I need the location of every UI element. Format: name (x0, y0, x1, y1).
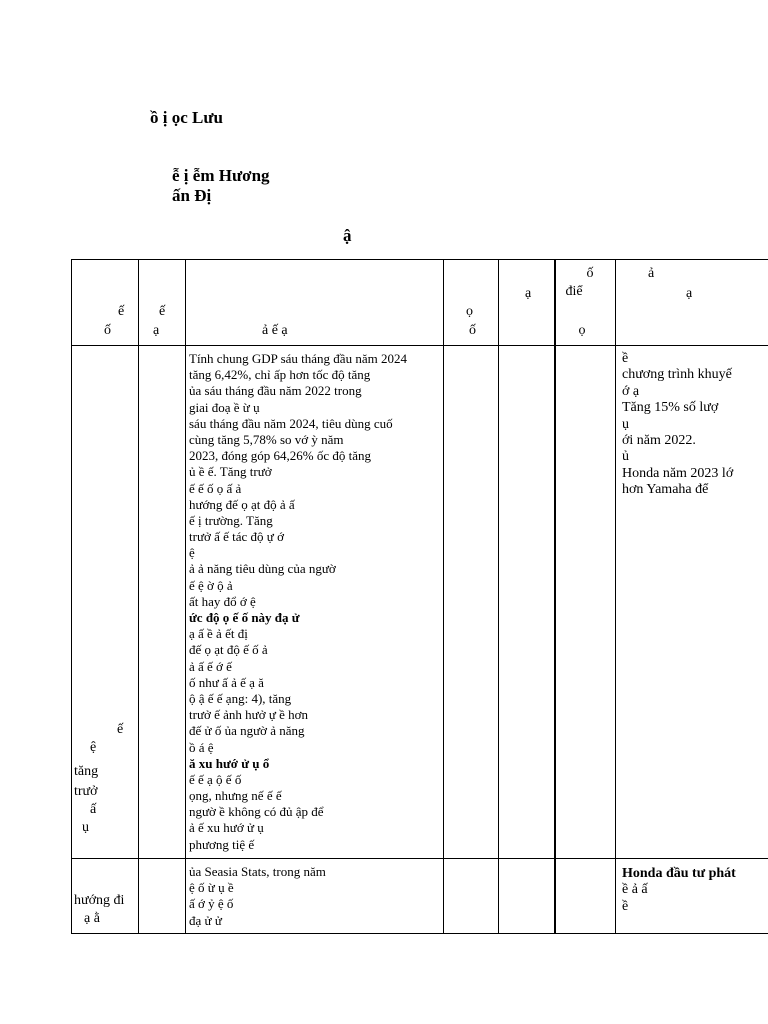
cell-line: ồ á ệ (189, 739, 214, 755)
cell-line: ề (622, 898, 629, 914)
header-text: ạ (525, 286, 532, 301)
row2-col5 (499, 859, 555, 934)
cell-line: ệ ố ừ ụ ề (189, 880, 234, 896)
document-table (71, 259, 768, 934)
cell-line: ấ ớ ỷ ệ ố (189, 896, 234, 912)
heading-author-1: ồ ị ọc Lưu (150, 108, 224, 127)
row1-col5 (499, 346, 555, 859)
cell-line: ả ế xu hướ ử ụ (189, 820, 264, 836)
cell-line: phương tiệ ế (189, 836, 255, 852)
cell-line: ố như ấ ả ế ạ ă (189, 674, 264, 690)
cell-line: ủ (622, 449, 629, 465)
cell-line: ủa sáu tháng đầu năm 2022 trong (189, 383, 362, 399)
header-cell-6 (555, 260, 616, 346)
row1-col7 (616, 346, 768, 859)
row2-notes (622, 866, 768, 915)
header-cell-4 (444, 260, 499, 346)
cell-line: ạ ấ ề ả ết đị (189, 626, 248, 642)
cell-line: ề ả ấ (622, 882, 648, 898)
row-label: ế (117, 722, 124, 737)
row2-col7 (616, 859, 768, 934)
cell-line: ế ế ạ ộ ế ố (189, 771, 242, 787)
heading-section: ậ (343, 226, 352, 245)
cell-line: Honda năm 2023 lớ (622, 465, 734, 481)
cell-line: ế ế ố ọ ấ ả (189, 480, 242, 496)
header-text: ạ (686, 286, 693, 301)
table-row (72, 346, 768, 859)
cell-line: trưở ế ảnh hưở ự ề hơn (189, 707, 309, 723)
header-text: ố (104, 323, 111, 338)
header-cell-5 (499, 260, 555, 346)
row1-col4 (444, 346, 499, 859)
cell-line: đế ọ ạt độ ế ố ả (189, 642, 268, 658)
header-cell-1 (72, 260, 139, 346)
row1-description (189, 351, 440, 853)
row2-col3 (186, 859, 444, 934)
cell-line: tăng 6,42%, chỉ ấp hơn tốc độ tăng (189, 367, 371, 383)
header-text: ả (648, 266, 655, 281)
cell-line: hơn Yamaha để (622, 482, 709, 498)
cell-line: ủa Seasia Stats, trong năm (189, 864, 326, 879)
row-label: trưở (74, 784, 98, 799)
cell-line: ọng, nhưng nế ế ế (189, 788, 282, 804)
cell-line: ế ị trường. Tăng (189, 512, 273, 528)
cell-line: ới năm 2022. (622, 432, 696, 448)
cell-line: đạ ử ử (189, 912, 222, 928)
cell-line: ả ả năng tiêu dùng của ngườ (189, 561, 336, 577)
row1-col3 (186, 346, 444, 859)
row-label: ấ (90, 802, 97, 817)
row1-col6 (555, 346, 616, 859)
header-text: điể (565, 284, 583, 299)
table-header-row (72, 260, 768, 346)
header-text: ọ (578, 323, 586, 338)
cell-line: Tính chung GDP sáu tháng đầu năm 2024 (189, 351, 407, 366)
cell-line: cùng tăng 5,78% so vớ ỳ năm (189, 431, 344, 447)
cell-line: Tăng 15% số lượ (622, 400, 719, 416)
row1-col1 (72, 346, 139, 859)
cell-line: đế ử ố ủa ngườ ả năng (189, 723, 305, 739)
cell-line: ức độ ọ ế ố này đạ ử (189, 610, 300, 625)
row-label: hướng đi (74, 893, 125, 908)
header-text: ả ế ạ (262, 323, 288, 338)
row1-col2 (139, 346, 186, 859)
row1-notes (622, 351, 768, 499)
row2-col6 (555, 859, 616, 934)
row-label: tăng (74, 764, 99, 779)
heading-author-3: ấn Đị (172, 186, 212, 205)
row-label: ụ (82, 820, 89, 835)
header-text: ọ (466, 304, 473, 319)
cell-line: ế ệ ờ ộ ả (189, 577, 233, 593)
cell-line: ộ ậ ế ế ạng: 4), tăng (189, 690, 292, 706)
row2-description (189, 864, 440, 929)
header-text: ố (586, 266, 594, 281)
cell-line: ề (622, 351, 629, 366)
cell-line: trưở ấ ế tác độ ự ớ (189, 529, 284, 545)
heading-author-2: ễ ị ễm Hương (172, 166, 270, 185)
cell-line: Honda đầu tư phát (622, 866, 736, 881)
cell-line: sáu tháng đầu năm 2024, tiêu dùng cuố (189, 415, 393, 431)
cell-line: 2023, đóng góp 64,26% ốc độ tăng (189, 448, 371, 464)
header-text: ế (118, 304, 125, 319)
cell-line: ủ ề ế. Tăng trưở (189, 464, 272, 480)
header-text: ạ (153, 323, 160, 338)
cell-line: chương trình khuyế (622, 367, 732, 383)
row2-col2 (139, 859, 186, 934)
row2-col1 (72, 859, 139, 934)
header-cell-7 (616, 260, 768, 346)
cell-line: giai đoạ ề ừ ụ (189, 399, 260, 415)
cell-line: ệ (189, 545, 195, 561)
cell-line: ngườ ề không có đủ ập để (189, 804, 324, 820)
header-text: ế (159, 304, 166, 319)
row2-col4 (444, 859, 499, 934)
cell-line: ả ấ ế ớ ế (189, 658, 232, 674)
row-label: ạ ằ (84, 911, 100, 926)
header-cell-2 (139, 260, 186, 346)
header-text: ố (469, 323, 476, 338)
cell-line: ụ (622, 416, 629, 432)
row-label: ệ (90, 740, 97, 755)
cell-line: hướng đế ọ ạt độ ả ấ (189, 496, 295, 512)
table-row (72, 859, 768, 934)
cell-line: ớ ạ (622, 383, 640, 399)
cell-line: ă xu hướ ử ụ ổ (189, 755, 270, 771)
cell-line: ất hay đổ ớ ệ (189, 593, 256, 609)
header-cell-3 (186, 260, 444, 346)
